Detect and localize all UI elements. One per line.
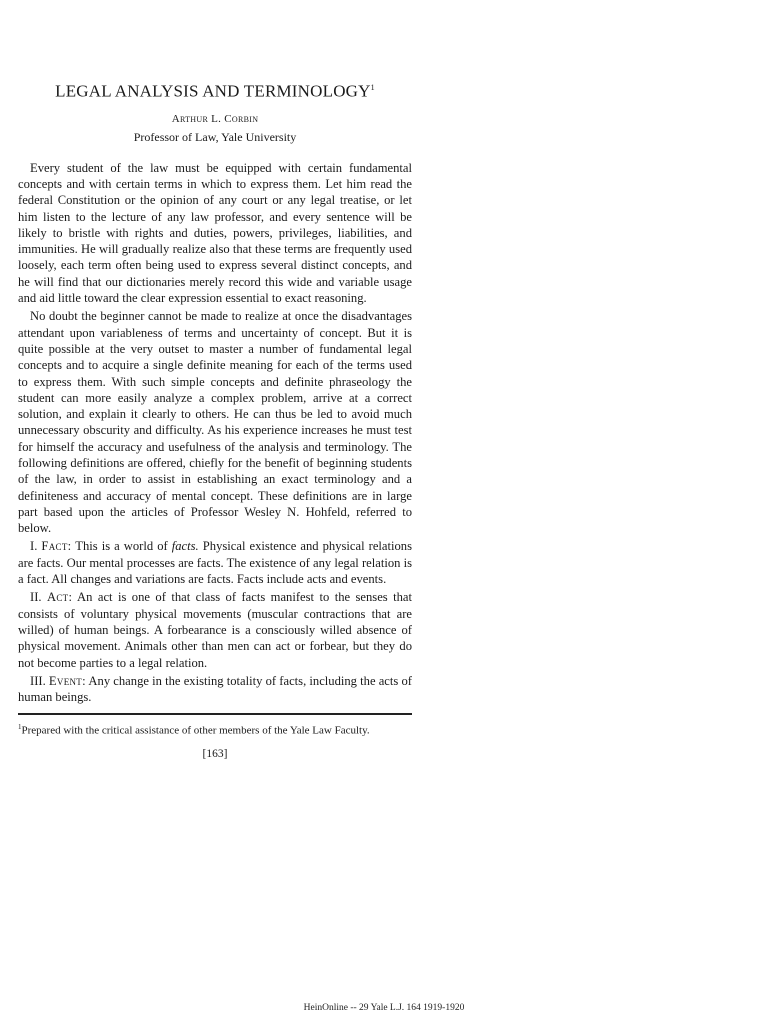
paragraph-beginner: No doubt the beginner cannot be made to realize at once the disadvantages attendant upon variableness of terms and uncertainty of concept. But it is quite possible at the very outset to master a number of fundamental legal concepts and to acquire a single definite meaning for each of the terms used to express them. With such simple concepts and definite phraseology the student can more easily analyze a complex problem, arrive at a correct solution, and explain it clearly to others. He can thus be led to avoid much unnecessary obscurity and difficulty. As his experience increases he must test for himself the accuracy and usefulness of the analysis and terminology. The following definitions are offered, chiefly for the benefit of beginning students of the law, in order to assist in establishing an exact terminology and a definiteness and accuracy of mental concept. These definitions are in large part based upon the articles of Professor Wesley N. Hohfeld, referred to below. — [18, 309, 412, 536]
footnote-text: Prepared with the critical assistance of other members of the Yale Law Faculty. — [21, 725, 370, 738]
author-name: Arthur L. Corbin — [171, 112, 259, 125]
definition-text: Any change in the existing totality of facts, including the acts of human beings. — [18, 673, 412, 705]
page-number: [163] — [202, 748, 228, 761]
author-affiliation: Professor of Law, Yale University — [133, 129, 297, 144]
definition-emphasis: facts. — [171, 539, 199, 554]
article-title — [18, 78, 412, 102]
article-title-text: LEGAL ANALYSIS AND TERMINOLOGY — [55, 81, 371, 101]
paragraph-intro: Every student of the law must be equipped with certain fundamental concepts and with certain terms in which to express them. Let him read the federal Constitution or the opinion of any court or any legal treatise, or let him listen to the lecture of any law professor, and every sentence will be likely to bristle with rights and duties, powers, privileges, liabilities, and immunities. He will gradually realize also that these terms are frequently used loosely, each term often being used to express several distinct concepts, and he will find that our dictionaries merely record this wide and variable usage and aid little toward the clear expression essential to exact reasoning. — [18, 160, 412, 306]
article-page — [18, 70, 412, 760]
definition-term: Fact: — [41, 539, 72, 554]
definition-term: Act: — [46, 590, 73, 605]
definition-act — [18, 589, 412, 670]
title-footnote-marker: 1 — [370, 83, 375, 92]
definition-text: Physical existence and physical relations are facts. Our mental processes are facts. The existence of any legal relation is a fact. All changes and variations are facts. Facts include acts and events. — [18, 539, 413, 587]
footnote-divider — [18, 713, 412, 715]
definition-numeral: III. — [30, 673, 46, 688]
article-body — [18, 160, 412, 706]
definition-term: Event: — [48, 673, 86, 688]
definition-numeral: I. — [30, 539, 38, 554]
definition-event — [18, 673, 412, 706]
definition-fact — [18, 538, 412, 587]
source-credit: HeinOnline -- 29 Yale L.J. 164 1919-1920 — [303, 1003, 465, 1013]
definition-numeral: II. — [30, 590, 42, 605]
definition-text: An act is one of that class of facts manifest to the senses that consists of voluntary physical movements (muscular contractions that are willed) of human beings. A forbearance is a consciously willed absence of physical movement. Animals other than men can act or forbear, but they do not become parties to a legal relation. — [18, 590, 412, 670]
footnote-marker: 1 — [18, 723, 22, 732]
footnote — [18, 720, 412, 738]
definition-text: This is a world of — [75, 539, 168, 554]
